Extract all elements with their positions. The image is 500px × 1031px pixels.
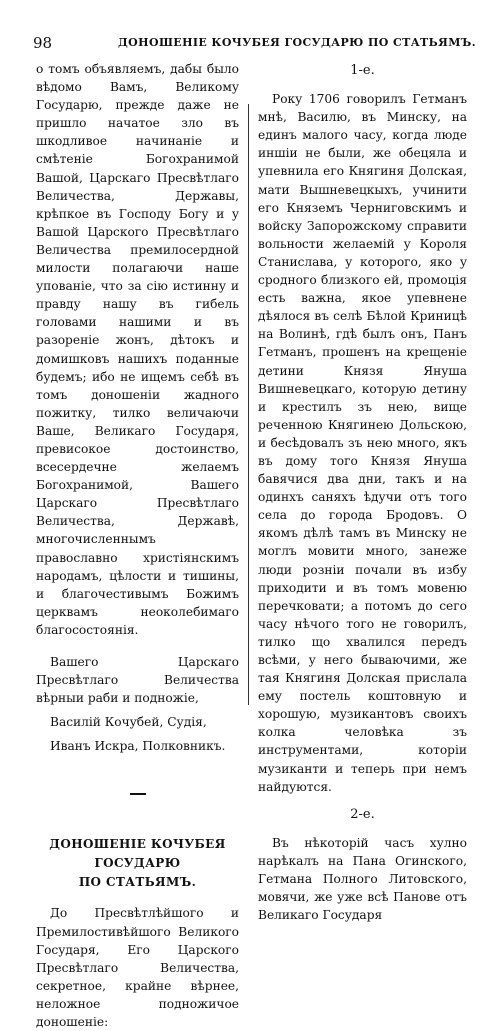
page-number: 98 [33,34,53,52]
section-rule [130,793,146,795]
closing-line: Вашего Царскаго Пресвѣтлаго Величества вѣрныи раби и подножіе, [36,655,239,706]
signature-iskra: Иванъ Искра, Полковникъ. [50,739,226,754]
signature-block [36,653,239,755]
section-1-text: Року 1706 говорилъ Гетманъ мнѣ, Василю, въ Минску, на единъ малого часу, когда люде иншіи не были, же обецяла и упевнила его Княгиня Долская, мати Вышневецкыхъ, учинити его Княземъ Черниговскимъ и войску Запорожскому справити вольности желаемій у Короля Станислава, у которого, яко у сродного близкого ей, промоція есть важна, якое упевнене дѣялося въ селѣ Бѣлой Криницѣ на Волинѣ, гдѣ былъ онъ, Панъ Гетманъ, прошенъ на крещеніе детини Князя Януша Вишневецкаго, которую детину и крестилъ зъ нею, вище реченною Княгинею Дольскою, и бесѣдовалъ зъ нею много, якъ въ дому того Князя Януша бавячися два дни, такъ и на одинхъ саняхъ ѣдучи отъ того села до города Бродовъ. О якомъ дѣлѣ тамъ въ Минску не моглъ мовити много, занеже люди розніи почали въ избу приходити и въ томъ мовеню перечковати; а потомъ до сего часу нѣчого того не говорилъ, тилко що хвалился передъ всѣми, у него бываючими, же тая Княгиня Долская прислала ему постель коштовную и хорошую, музикантовъ своихъ колка человѣка зъ инструментами, которіи музиканти и теперь при немъ найдуются. [258,92,467,794]
section-2-heading: 2-е. [350,806,375,822]
document-title-line-2: ПО СТАТЬЯМЪ. [78,875,197,890]
document-title [36,835,239,892]
right-column [258,60,467,924]
document-title-line-1: ДОНОШЕНІЕ КОЧУБЕЯ ГОСУДАРЮ [49,837,226,871]
column-divider [248,104,249,705]
left-paragraph-1: о томъ объявляемъ, дабы было вѣдомо Вамъ, Великому Государю, прежде даже не пришло начатое зло въ шкодливое начинаніе и смѣтеніе Богохранимой Вашой, Царскаго Пресвѣтлаго Величества, Державы, крѣпкое въ Господу Богу и у Вашой Царского Пресвѣтлаго Величества премилосердной милости полагаючи наше упованіе, что за сію истинну и правду нашу въ гибель головами нашими и въ разореніе жонъ, дѣтокъ и домишковъ нашихъ поданные будемъ; ибо не ищемъ себѣ въ томъ доношеніи жадного пожитку, тилко величаючи Ваше, Великаго Государя, превисокое достоинство, всесердечне желаемъ Богохранимой, Вашего Царскаго Пресвѣтлаго Величества, Державѣ, многочисленнымъ православно христіянскимъ народамъ, цѣлости и тишины, и благочестивымъ Божимъ церквамъ неоколебимаго благосостоянія. [36,62,239,637]
left-column [36,60,239,1031]
section-1-heading: 1-е. [350,63,375,78]
signature-kochubey: Василій Кочубей, Судія, [50,715,207,730]
section-2-text: Въ нѣкоторій часъ хулно нарѣкалъ на Пана Огинского, Гетмана Полного Литовского, мовячи, же уже всѣ Панове отъ Великаго Государя [258,835,467,923]
running-title: ДОНОШЕНІЕ КОЧУБЕЯ ГОСУДАРЮ ПО СТАТЬЯМЪ. [118,36,476,49]
left-paragraph-2: До Пресвѣтлѣйшого и Премилостивѣйшого Великого Государя, Его Царского Пресвѣтлаго Величества, секретное, крайне вѣрнее, неложное подножичое доношеніе: [36,906,239,1030]
